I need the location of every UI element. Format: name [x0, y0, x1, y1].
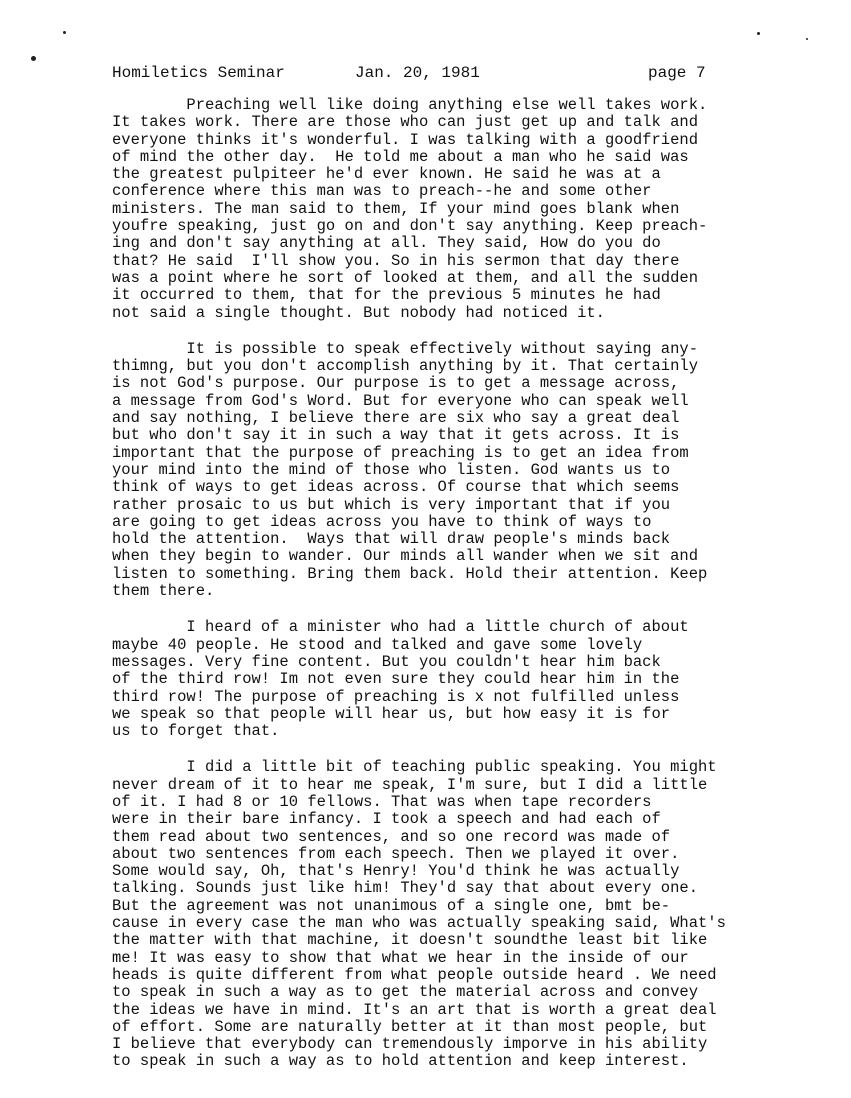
text-line: the matter with that machine, it doesn't soundthe least bit like	[112, 931, 708, 950]
page-header	[112, 63, 732, 83]
text-line: It takes work. There are those who can just get up and talk and	[112, 113, 698, 132]
text-line: and say nothing, I believe there are six who say a great deal	[112, 409, 680, 428]
text-line: not said a single thought. But nobody had noticed it.	[112, 303, 605, 322]
text-line: of mind the other day. He told me about a man who he said was	[112, 147, 689, 166]
text-line: when they begin to wander. Our minds all wander when we sit and	[112, 547, 698, 566]
text-line: of the third row! Im not even sure they could hear him in the	[112, 670, 680, 689]
text-line: But the agreement was not unanimous of a single one, bmt be-	[112, 896, 671, 915]
text-line: thimng, but you don't accomplish anything by it. That certainly	[112, 357, 698, 376]
paragraph	[112, 759, 802, 1070]
text-line: to speak in such a way as to get the material across and convey	[112, 983, 698, 1002]
stray-dot	[757, 32, 760, 35]
stray-dot	[806, 38, 808, 40]
text-line: think of ways to get ideas across. Of course that which seems	[112, 478, 680, 497]
text-line: important that the purpose of preaching is to get an idea from	[112, 443, 689, 462]
text-line: never dream of it to hear me speak, I'm sure, but I did a little	[112, 775, 708, 794]
text-line: your mind into the mind of those who listen. God wants us to	[112, 460, 671, 479]
text-line: a message from God's Word. But for everyone who can speak well	[112, 391, 689, 410]
header-title: Homiletics Seminar	[112, 64, 285, 82]
text-line: Some would say, Oh, that's Henry! You'd think he was actually	[112, 862, 680, 881]
text-line: were in their bare infancy. I took a speech and had each of	[112, 810, 661, 829]
text-line: me! It was easy to show that what we hear in the inside of our	[112, 948, 689, 967]
text-line: I heard of a minister who had a little church of about	[112, 618, 689, 637]
text-line: it occurred to them, that for the previous 5 minutes he had	[112, 286, 661, 305]
text-line: third row! The purpose of preaching is x not fulfilled unless	[112, 687, 680, 706]
text-line: are going to get ideas across you have to think of ways to	[112, 512, 652, 531]
text-line: conference where this man was to preach--he and some other	[112, 182, 652, 201]
text-line: we speak so that people will hear us, but how easy it is for	[112, 704, 671, 723]
stray-mark	[31, 56, 36, 61]
paragraph	[112, 341, 802, 600]
text-line: about two sentences from each speech. Then we played it over.	[112, 844, 680, 863]
paragraph	[112, 619, 802, 740]
text-line: listen to something. Bring them back. Hold their attention. Keep	[112, 564, 708, 583]
page-number: page 7	[648, 64, 706, 82]
text-line: ministers. The man said to them, If your mind goes blank when	[112, 199, 680, 218]
text-line: cause in every case the man who was actually speaking said, What's	[112, 914, 726, 933]
text-line: us to forget that.	[112, 722, 280, 741]
text-line: Preaching well like doing anything else well takes work.	[112, 96, 708, 114]
text-line: is not God's purpose. Our purpose is to get a message across,	[112, 374, 680, 393]
text-line: them read about two sentences, and so one record was made of	[112, 827, 671, 846]
text-line: I did a little bit of teaching public speaking. You might	[112, 758, 717, 777]
text-line: ing and don't say anything at all. They said, How do you do	[112, 234, 661, 253]
text-line: maybe 40 people. He stood and talked and gave some lovely	[112, 635, 643, 654]
text-line: rather prosaic to us but which is very important that if you	[112, 495, 671, 514]
text-line: I believe that everybody can tremendously imporve in his ability	[112, 1035, 708, 1054]
text-line: hold the attention. Ways that will draw people's minds back	[112, 530, 671, 549]
text-line: everyone thinks it's wonderful. I was talking with a goodfriend	[112, 130, 698, 149]
document-body	[112, 97, 802, 1090]
stray-dot	[63, 31, 66, 34]
text-line: talking. Sounds just like him! They'd say that about every one.	[112, 879, 698, 898]
header-date: Jan. 20, 1981	[355, 64, 480, 82]
text-line: that? He said I'll show you. So in his sermon that day there	[112, 251, 680, 270]
text-line: heads is quite different from what people outside heard . We need	[112, 965, 717, 984]
text-line: the greatest pulpiteer he'd ever known. He said he was at a	[112, 165, 661, 184]
text-line: of it. I had 8 or 10 fellows. That was when tape recorders	[112, 792, 652, 811]
text-line: messages. Very fine content. But you couldn't hear him back	[112, 652, 661, 671]
paragraph	[112, 97, 802, 322]
text-line: of effort. Some are naturally better at it than most people, but	[112, 1017, 708, 1036]
text-line: was a point where he sort of looked at them, and all the sudden	[112, 268, 698, 287]
text-line: the ideas we have in mind. It's an art that is worth a great deal	[112, 1000, 717, 1019]
text-line: youfre speaking, just go on and don't say anything. Keep preach-	[112, 217, 708, 236]
text-line: to speak in such a way as to hold attention and keep interest.	[112, 1052, 689, 1071]
text-line: but who don't say it in such a way that it gets across. It is	[112, 426, 680, 445]
text-line: them there.	[112, 582, 215, 601]
text-line: It is possible to speak effectively without saying any-	[112, 339, 698, 358]
